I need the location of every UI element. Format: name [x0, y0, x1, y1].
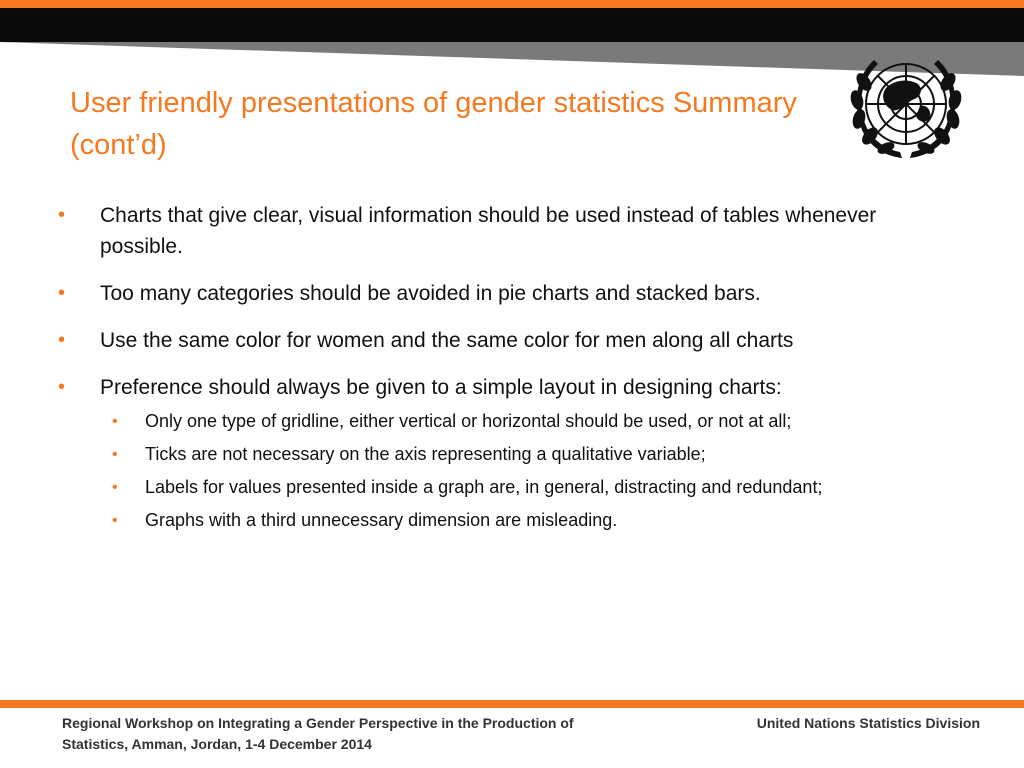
sub-bullet-item: [100, 438, 958, 471]
sub-bullet-text: Graphs with a third unnecessary dimension are misleading.: [145, 510, 618, 530]
footer-event-line-2: Statistics, Amman, Jordan, 1-4 December 2014: [62, 736, 372, 752]
sub-bullet-dot-icon: •: [112, 413, 118, 430]
footer-event-info: [62, 713, 662, 755]
bullet-dot-icon: •: [58, 376, 66, 398]
slide-title: [70, 82, 870, 166]
bullet-text: Use the same color for women and the same color for men along all charts: [100, 329, 794, 352]
sub-bullet-list: [100, 405, 958, 537]
sub-bullet-dot-icon: •: [112, 512, 118, 529]
sub-bullet-text: Ticks are not necessary on the axis representing a qualitative variable;: [145, 444, 706, 464]
bullet-item: [58, 325, 958, 356]
sub-bullet-text: Only one type of gridline, either vertical or horizontal should be used, or not at all;: [145, 411, 792, 431]
bullet-item: [58, 372, 958, 537]
footer-event-line-1: Regional Workshop on Integrating a Gender Perspective in the Production of: [62, 715, 574, 731]
bullet-list: [58, 200, 958, 553]
bullet-item: [58, 278, 958, 309]
header-black-band: [0, 8, 1024, 42]
sub-bullet-dot-icon: •: [112, 446, 118, 463]
footer-organization: United Nations Statistics Division: [756, 715, 980, 731]
bullet-dot-icon: •: [58, 204, 66, 226]
sub-bullet-item: [100, 504, 958, 537]
slide-title-line-1: User friendly presentations of gender statistics Summary: [70, 87, 797, 119]
sub-bullet-item: [100, 405, 958, 438]
footer-accent-bar: [0, 700, 1024, 708]
sub-bullet-text: Labels for values presented inside a graph are, in general, distracting and redundant;: [145, 477, 823, 497]
bullet-text: Too many categories should be avoided in pie charts and stacked bars.: [100, 282, 761, 305]
slide-title-line-2: (cont’d): [70, 129, 167, 161]
sub-bullet-item: [100, 471, 958, 504]
bullet-text: Preference should always be given to a simple layout in designing charts:: [100, 376, 782, 399]
sub-bullet-dot-icon: •: [112, 479, 118, 496]
bullet-dot-icon: •: [58, 282, 66, 304]
bullet-text: Charts that give clear, visual information should be used instead of tables whenever possible.: [100, 204, 877, 258]
bullet-item: [58, 200, 958, 262]
bullet-dot-icon: •: [58, 329, 66, 351]
header-accent-bar: [0, 0, 1024, 8]
